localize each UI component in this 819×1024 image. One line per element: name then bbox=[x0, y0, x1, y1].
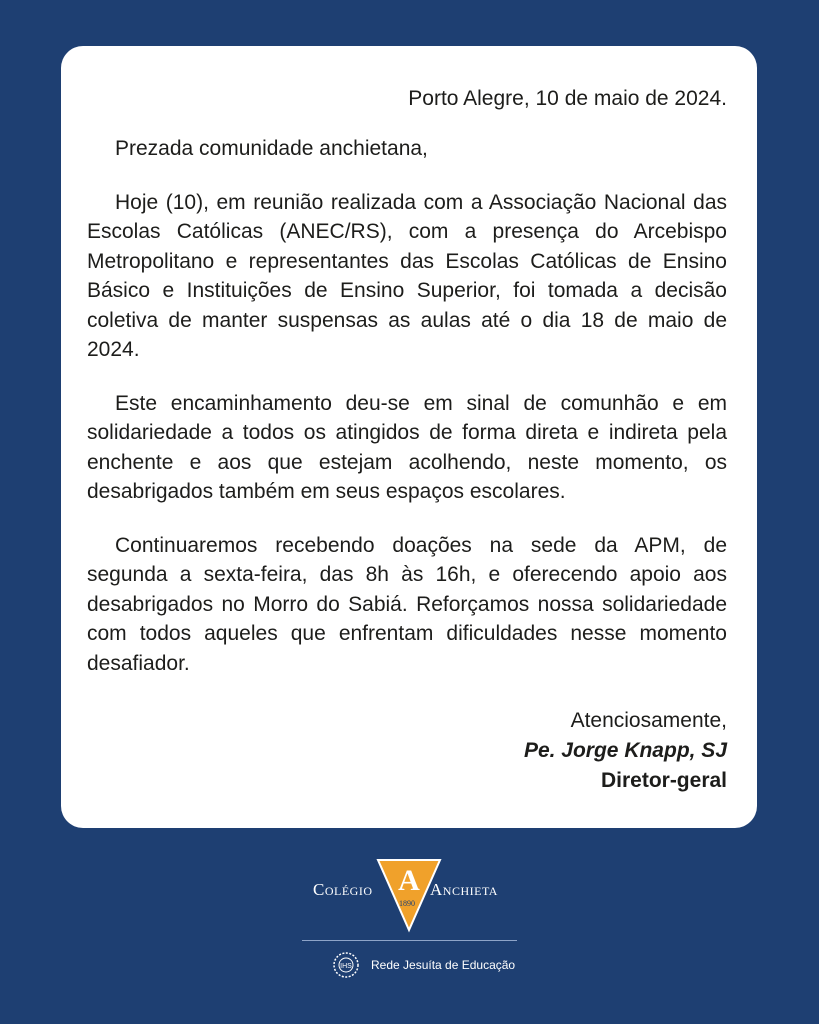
logo-anchieta-label: Anchieta bbox=[430, 880, 498, 899]
letter-date: Porto Alegre, 10 de maio de 2024. bbox=[408, 87, 727, 110]
logo-year: 1890 bbox=[399, 899, 415, 908]
signer-role: Diretor-geral bbox=[600, 769, 727, 792]
letter-greeting: Prezada comunidade anchietana, bbox=[115, 137, 428, 160]
logo-text-anchieta bbox=[430, 880, 498, 900]
letter-paragraph-1: Hoje (10), em reunião realizada com a Associação Nacional das Escolas Católicas (ANEC/RS), com a presença do Arcebispo Metropolitano e representantes das Escolas Católicas de Ensino Básico e Instituições de Ensino Superior, foi tomada a decisão coletiva de manter suspensas as aulas até o dia 18 de maio de 2024. bbox=[87, 190, 727, 361]
letter-paragraph-2: Este encaminhamento deu-se em sinal de comunhão e em solidariedade a todos os atingidos de forma direta e indireta pela enchente e aos que estejam acolhendo, neste momento, os desabrigados também em seus espaços escolares. bbox=[87, 391, 727, 503]
network-label: Rede Jesuíta de Educação bbox=[371, 958, 516, 972]
svg-text:IHS: IHS bbox=[340, 963, 352, 970]
signer-name: Pe. Jorge Knapp, SJ bbox=[523, 739, 727, 762]
logo-colegio-label: Colégio bbox=[313, 880, 373, 899]
letter-paragraph-3: Continuaremos recebendo doações na sede da APM, de segunda a sexta-feira, das 8h às 16h, e oferecendo apoio aos desabrigados no Morro do Sabiá. Reforçamos nossa solidariedade com todos aqueles que enfrentam dificuldades nesse momento desafiador. bbox=[87, 533, 727, 675]
letter-body bbox=[87, 134, 727, 678]
letter-card bbox=[61, 46, 757, 828]
closing: Atenciosamente, bbox=[570, 709, 727, 732]
signature-block bbox=[524, 706, 727, 796]
logo-letter: A bbox=[398, 864, 420, 897]
school-logo-icon bbox=[0, 852, 819, 1024]
jesuit-seal-icon bbox=[332, 951, 360, 979]
footer-divider bbox=[302, 940, 517, 941]
